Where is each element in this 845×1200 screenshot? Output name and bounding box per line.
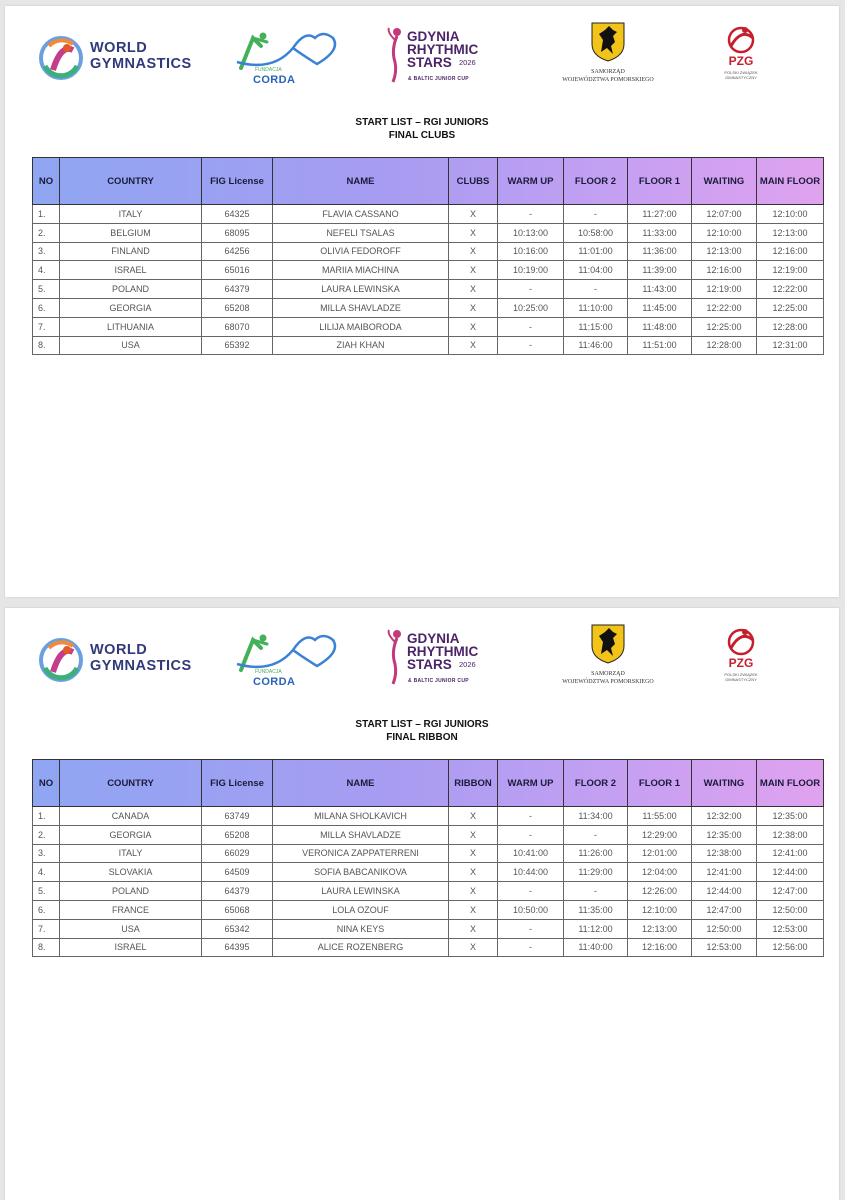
gdynia-line-2: RHYTHMIC — [407, 644, 479, 659]
cell-floor-1: 11:43:00 — [628, 280, 692, 299]
cell-warm-up: - — [498, 807, 564, 826]
cell-waiting: 12:19:00 — [692, 280, 757, 299]
cell-floor-1: 12:26:00 — [628, 882, 692, 901]
table-row — [33, 317, 824, 336]
column-header-waiting: WAITING — [692, 158, 757, 205]
cell-main-floor: 12:38:00 — [757, 825, 824, 844]
cell-warm-up: - — [498, 919, 564, 938]
final-subtitle: FINAL RIBBON — [386, 732, 458, 743]
cell-fig-license: 65342 — [202, 919, 273, 938]
cell-name: ZIAH KHAN — [273, 336, 449, 355]
logo-strip — [5, 20, 839, 90]
table-row — [33, 900, 824, 919]
corda-name: CORDA — [253, 74, 296, 86]
pzg-name: PZG — [728, 54, 754, 68]
document-page-2 — [5, 608, 839, 1200]
table-header-row — [33, 760, 824, 807]
gdynia-rhythmic-stars-logo — [385, 628, 500, 694]
table-row — [33, 807, 824, 826]
cell-main-floor: 12:53:00 — [757, 919, 824, 938]
final-subtitle: FINAL CLUBS — [388, 130, 456, 141]
cell-no: 4. — [33, 261, 60, 280]
cell-apparatus: X — [449, 900, 498, 919]
column-header-main-floor: MAIN FLOOR — [757, 760, 824, 807]
cell-name: LOLA OZOUF — [273, 900, 449, 919]
cell-apparatus: X — [449, 919, 498, 938]
cell-country: USA — [60, 919, 202, 938]
cell-no: 7. — [33, 317, 60, 336]
cell-country: SLOVAKIA — [60, 863, 202, 882]
cell-apparatus: X — [449, 825, 498, 844]
cell-main-floor: 12:56:00 — [757, 938, 824, 957]
cell-apparatus: X — [449, 882, 498, 901]
cell-warm-up: 10:25:00 — [498, 298, 564, 317]
table-row — [33, 261, 824, 280]
pzg-emblem-icon — [725, 626, 757, 656]
cell-name: FLAVIA CASSANO — [273, 205, 449, 224]
cell-waiting: 12:13:00 — [692, 242, 757, 261]
gdynia-line-3: STARS — [407, 55, 452, 70]
cell-main-floor: 12:31:00 — [757, 336, 824, 355]
pzg-subtitle-2: GIMNASTYCZNY — [725, 677, 757, 682]
cell-waiting: 12:47:00 — [692, 900, 757, 919]
cell-warm-up: - — [498, 280, 564, 299]
cell-country: GEORGIA — [60, 298, 202, 317]
table-row — [33, 280, 824, 299]
column-header-fig-license: FIG License — [202, 158, 273, 205]
column-header-name: NAME — [273, 760, 449, 807]
cell-floor-2: 11:04:00 — [564, 261, 628, 280]
column-header-fig-license: FIG License — [202, 760, 273, 807]
column-header-floor-1: FLOOR 1 — [628, 760, 692, 807]
cell-floor-2: 10:58:00 — [564, 223, 628, 242]
cell-warm-up: 10:50:00 — [498, 900, 564, 919]
cell-warm-up: 10:16:00 — [498, 242, 564, 261]
cell-floor-1: 11:36:00 — [628, 242, 692, 261]
cell-fig-license: 68095 — [202, 223, 273, 242]
cell-warm-up: - — [498, 882, 564, 901]
cell-no: 1. — [33, 205, 60, 224]
table-row — [33, 863, 824, 882]
gdynia-year: 2026 — [459, 58, 476, 67]
cell-main-floor: 12:10:00 — [757, 205, 824, 224]
cell-country: POLAND — [60, 280, 202, 299]
griffin-shield-icon — [591, 22, 625, 62]
start-list-table — [32, 759, 824, 957]
cell-country: ISRAEL — [60, 938, 202, 957]
table-row — [33, 844, 824, 863]
wg-line-1: WORLD — [90, 642, 148, 658]
cell-floor-1: 12:04:00 — [628, 863, 692, 882]
table-header-row — [33, 158, 824, 205]
page-heading — [5, 718, 839, 744]
cell-floor-2: 11:10:00 — [564, 298, 628, 317]
gdynia-line-1: GDYNIA — [407, 631, 460, 646]
corda-small-text: FUNDACJA — [255, 669, 282, 675]
table-body — [33, 807, 824, 957]
cell-fig-license: 65208 — [202, 298, 273, 317]
cell-country: BELGIUM — [60, 223, 202, 242]
wg-line-2: GYMNASTICS — [90, 658, 192, 674]
cell-name: LAURA LEWINSKA — [273, 280, 449, 299]
cell-waiting: 12:32:00 — [692, 807, 757, 826]
cell-waiting: 12:28:00 — [692, 336, 757, 355]
cell-main-floor: 12:41:00 — [757, 844, 824, 863]
table-row — [33, 825, 824, 844]
logo-strip — [5, 622, 839, 692]
cell-floor-2: - — [564, 825, 628, 844]
cell-no: 5. — [33, 280, 60, 299]
cell-apparatus: X — [449, 280, 498, 299]
cell-main-floor: 12:44:00 — [757, 863, 824, 882]
cell-main-floor: 12:50:00 — [757, 900, 824, 919]
cell-warm-up: - — [498, 938, 564, 957]
gymnast-figure-icon — [385, 26, 405, 84]
gymnast-figure-icon — [385, 628, 405, 686]
cell-apparatus: X — [449, 261, 498, 280]
cell-waiting: 12:10:00 — [692, 223, 757, 242]
cell-main-floor: 12:47:00 — [757, 882, 824, 901]
cell-fig-license: 65068 — [202, 900, 273, 919]
pzg-logo — [715, 24, 765, 90]
document-page-1 — [5, 6, 839, 597]
table-row — [33, 938, 824, 957]
cell-name: MILLA SHAVLADZE — [273, 825, 449, 844]
cell-name: NINA KEYS — [273, 919, 449, 938]
world-gymnastics-logo — [39, 636, 199, 686]
corda-name: CORDA — [253, 676, 296, 688]
cell-no: 8. — [33, 336, 60, 355]
column-header-country: COUNTRY — [60, 760, 202, 807]
cell-floor-1: 11:39:00 — [628, 261, 692, 280]
cell-floor-1: 11:33:00 — [628, 223, 692, 242]
cell-floor-2: - — [564, 205, 628, 224]
gdynia-line-2: RHYTHMIC — [407, 42, 479, 57]
table-row — [33, 919, 824, 938]
cell-apparatus: X — [449, 938, 498, 957]
cell-main-floor: 12:22:00 — [757, 280, 824, 299]
world-gymnastics-icon — [39, 36, 83, 80]
cell-name: NEFELI TSALAS — [273, 223, 449, 242]
cell-floor-1: 11:27:00 — [628, 205, 692, 224]
cell-apparatus: X — [449, 242, 498, 261]
table-row — [33, 298, 824, 317]
cell-apparatus: X — [449, 844, 498, 863]
cell-warm-up: 10:41:00 — [498, 844, 564, 863]
pzg-emblem-icon — [725, 24, 757, 54]
cell-country: FINLAND — [60, 242, 202, 261]
cell-apparatus: X — [449, 863, 498, 882]
cell-fig-license: 64325 — [202, 205, 273, 224]
start-list-table — [32, 157, 824, 355]
cell-fig-license: 64379 — [202, 882, 273, 901]
cell-floor-2: 11:40:00 — [564, 938, 628, 957]
cell-main-floor: 12:25:00 — [757, 298, 824, 317]
cell-fig-license: 65392 — [202, 336, 273, 355]
cell-apparatus: X — [449, 807, 498, 826]
corda-small-text: FUNDACJA — [255, 67, 282, 73]
cell-name: MILANA SHOLKAVICH — [273, 807, 449, 826]
wg-line-1: WORLD — [90, 40, 148, 56]
cell-country: ITALY — [60, 205, 202, 224]
cell-apparatus: X — [449, 205, 498, 224]
pomorskie-line-1: SAMORZĄD — [591, 69, 625, 75]
cell-name: MARIIA MIACHINA — [273, 261, 449, 280]
table-row — [33, 242, 824, 261]
cell-no: 2. — [33, 825, 60, 844]
pomorskie-logo — [553, 624, 663, 694]
cell-country: FRANCE — [60, 900, 202, 919]
pzg-logo — [715, 626, 765, 692]
page-heading — [5, 116, 839, 142]
pomorskie-line-1: SAMORZĄD — [591, 671, 625, 677]
cell-floor-2: 11:01:00 — [564, 242, 628, 261]
cell-waiting: 12:44:00 — [692, 882, 757, 901]
gdynia-rhythmic-stars-logo — [385, 26, 500, 92]
cell-name: OLIVIA FEDOROFF — [273, 242, 449, 261]
gdynia-line-1: GDYNIA — [407, 29, 460, 44]
cell-floor-1: 12:10:00 — [628, 900, 692, 919]
cell-apparatus: X — [449, 223, 498, 242]
pzg-subtitle-1: POLSKI ZWIĄZEK — [724, 672, 758, 677]
cell-floor-2: - — [564, 280, 628, 299]
column-header-apparatus: CLUBS — [449, 158, 498, 205]
cell-floor-1: 11:51:00 — [628, 336, 692, 355]
cell-floor-1: 12:01:00 — [628, 844, 692, 863]
cell-floor-2: 11:26:00 — [564, 844, 628, 863]
cell-warm-up: 10:19:00 — [498, 261, 564, 280]
pzg-subtitle-2: GIMNASTYCZNY — [725, 75, 757, 80]
cell-main-floor: 12:28:00 — [757, 317, 824, 336]
gymnast-heart-icon — [233, 28, 345, 72]
cell-fig-license: 68070 — [202, 317, 273, 336]
cell-fig-license: 64379 — [202, 280, 273, 299]
cell-main-floor: 12:16:00 — [757, 242, 824, 261]
cell-waiting: 12:16:00 — [692, 261, 757, 280]
cell-waiting: 12:53:00 — [692, 938, 757, 957]
cell-no: 5. — [33, 882, 60, 901]
cell-fig-license: 65016 — [202, 261, 273, 280]
cell-no: 8. — [33, 938, 60, 957]
cell-apparatus: X — [449, 336, 498, 355]
column-header-floor-2: FLOOR 2 — [564, 158, 628, 205]
wg-line-2: GYMNASTICS — [90, 56, 192, 72]
cell-waiting: 12:41:00 — [692, 863, 757, 882]
pzg-subtitle-1: POLSKI ZWIĄZEK — [724, 70, 758, 75]
cell-fig-license: 66029 — [202, 844, 273, 863]
gdynia-subtitle: & BALTIC JUNIOR CUP — [408, 678, 469, 684]
cell-floor-2: 11:35:00 — [564, 900, 628, 919]
cell-waiting: 12:35:00 — [692, 825, 757, 844]
cell-floor-2: 11:12:00 — [564, 919, 628, 938]
cell-country: ISRAEL — [60, 261, 202, 280]
cell-country: POLAND — [60, 882, 202, 901]
cell-warm-up: - — [498, 336, 564, 355]
table-body — [33, 205, 824, 355]
cell-waiting: 12:25:00 — [692, 317, 757, 336]
cell-no: 6. — [33, 900, 60, 919]
gdynia-year: 2026 — [459, 660, 476, 669]
corda-logo — [233, 630, 345, 690]
column-header-waiting: WAITING — [692, 760, 757, 807]
cell-fig-license: 63749 — [202, 807, 273, 826]
column-header-no: NO — [33, 760, 60, 807]
start-list-title: START LIST – RGI JUNIORS — [355, 719, 489, 730]
cell-floor-1: 12:16:00 — [628, 938, 692, 957]
cell-floor-2: - — [564, 882, 628, 901]
column-header-name: NAME — [273, 158, 449, 205]
cell-apparatus: X — [449, 317, 498, 336]
cell-country: CANADA — [60, 807, 202, 826]
column-header-no: NO — [33, 158, 60, 205]
cell-floor-2: 11:15:00 — [564, 317, 628, 336]
cell-waiting: 12:50:00 — [692, 919, 757, 938]
cell-floor-1: 11:55:00 — [628, 807, 692, 826]
cell-name: ALICE ROZENBERG — [273, 938, 449, 957]
cell-fig-license: 65208 — [202, 825, 273, 844]
cell-no: 3. — [33, 844, 60, 863]
cell-warm-up: - — [498, 317, 564, 336]
cell-warm-up: - — [498, 825, 564, 844]
gdynia-subtitle: & BALTIC JUNIOR CUP — [408, 76, 469, 82]
cell-name: VERONICA ZAPPATERRENI — [273, 844, 449, 863]
pzg-name: PZG — [728, 656, 754, 670]
cell-fig-license: 64509 — [202, 863, 273, 882]
cell-floor-1: 12:29:00 — [628, 825, 692, 844]
cell-no: 7. — [33, 919, 60, 938]
column-header-floor-1: FLOOR 1 — [628, 158, 692, 205]
cell-name: LILIJA MAIBORODA — [273, 317, 449, 336]
cell-country: GEORGIA — [60, 825, 202, 844]
cell-warm-up: 10:13:00 — [498, 223, 564, 242]
table-row — [33, 336, 824, 355]
cell-apparatus: X — [449, 298, 498, 317]
cell-country: LITHUANIA — [60, 317, 202, 336]
pomorskie-logo — [553, 22, 663, 92]
cell-floor-1: 11:45:00 — [628, 298, 692, 317]
world-gymnastics-icon — [39, 638, 83, 682]
column-header-warm-up: WARM UP — [498, 158, 564, 205]
cell-floor-1: 11:48:00 — [628, 317, 692, 336]
cell-fig-license: 64395 — [202, 938, 273, 957]
cell-no: 6. — [33, 298, 60, 317]
cell-floor-2: 11:34:00 — [564, 807, 628, 826]
cell-name: SOFIA BABCANIKOVA — [273, 863, 449, 882]
cell-country: ITALY — [60, 844, 202, 863]
column-header-country: COUNTRY — [60, 158, 202, 205]
cell-no: 1. — [33, 807, 60, 826]
gymnast-heart-icon — [233, 630, 345, 674]
cell-warm-up: - — [498, 205, 564, 224]
column-header-apparatus: RIBBON — [449, 760, 498, 807]
cell-floor-1: 12:13:00 — [628, 919, 692, 938]
cell-waiting: 12:38:00 — [692, 844, 757, 863]
start-list-title: START LIST – RGI JUNIORS — [355, 117, 489, 128]
cell-waiting: 12:22:00 — [692, 298, 757, 317]
column-header-main-floor: MAIN FLOOR — [757, 158, 824, 205]
pomorskie-line-2: WOJEWÓDZTWA POMORSKIEGO — [562, 77, 654, 83]
column-header-floor-2: FLOOR 2 — [564, 760, 628, 807]
cell-fig-license: 64256 — [202, 242, 273, 261]
world-gymnastics-logo — [39, 34, 199, 84]
cell-floor-2: 11:29:00 — [564, 863, 628, 882]
griffin-shield-icon — [591, 624, 625, 664]
cell-waiting: 12:07:00 — [692, 205, 757, 224]
table-row — [33, 882, 824, 901]
cell-country: USA — [60, 336, 202, 355]
table-row — [33, 205, 824, 224]
pomorskie-line-2: WOJEWÓDZTWA POMORSKIEGO — [562, 679, 654, 685]
cell-floor-2: 11:46:00 — [564, 336, 628, 355]
cell-no: 4. — [33, 863, 60, 882]
cell-main-floor: 12:13:00 — [757, 223, 824, 242]
table-row — [33, 223, 824, 242]
cell-name: MILLA SHAVLADZE — [273, 298, 449, 317]
cell-no: 3. — [33, 242, 60, 261]
column-header-warm-up: WARM UP — [498, 760, 564, 807]
cell-name: LAURA LEWINSKA — [273, 882, 449, 901]
cell-main-floor: 12:35:00 — [757, 807, 824, 826]
cell-main-floor: 12:19:00 — [757, 261, 824, 280]
cell-warm-up: 10:44:00 — [498, 863, 564, 882]
gdynia-line-3: STARS — [407, 657, 452, 672]
cell-no: 2. — [33, 223, 60, 242]
corda-logo — [233, 28, 345, 88]
